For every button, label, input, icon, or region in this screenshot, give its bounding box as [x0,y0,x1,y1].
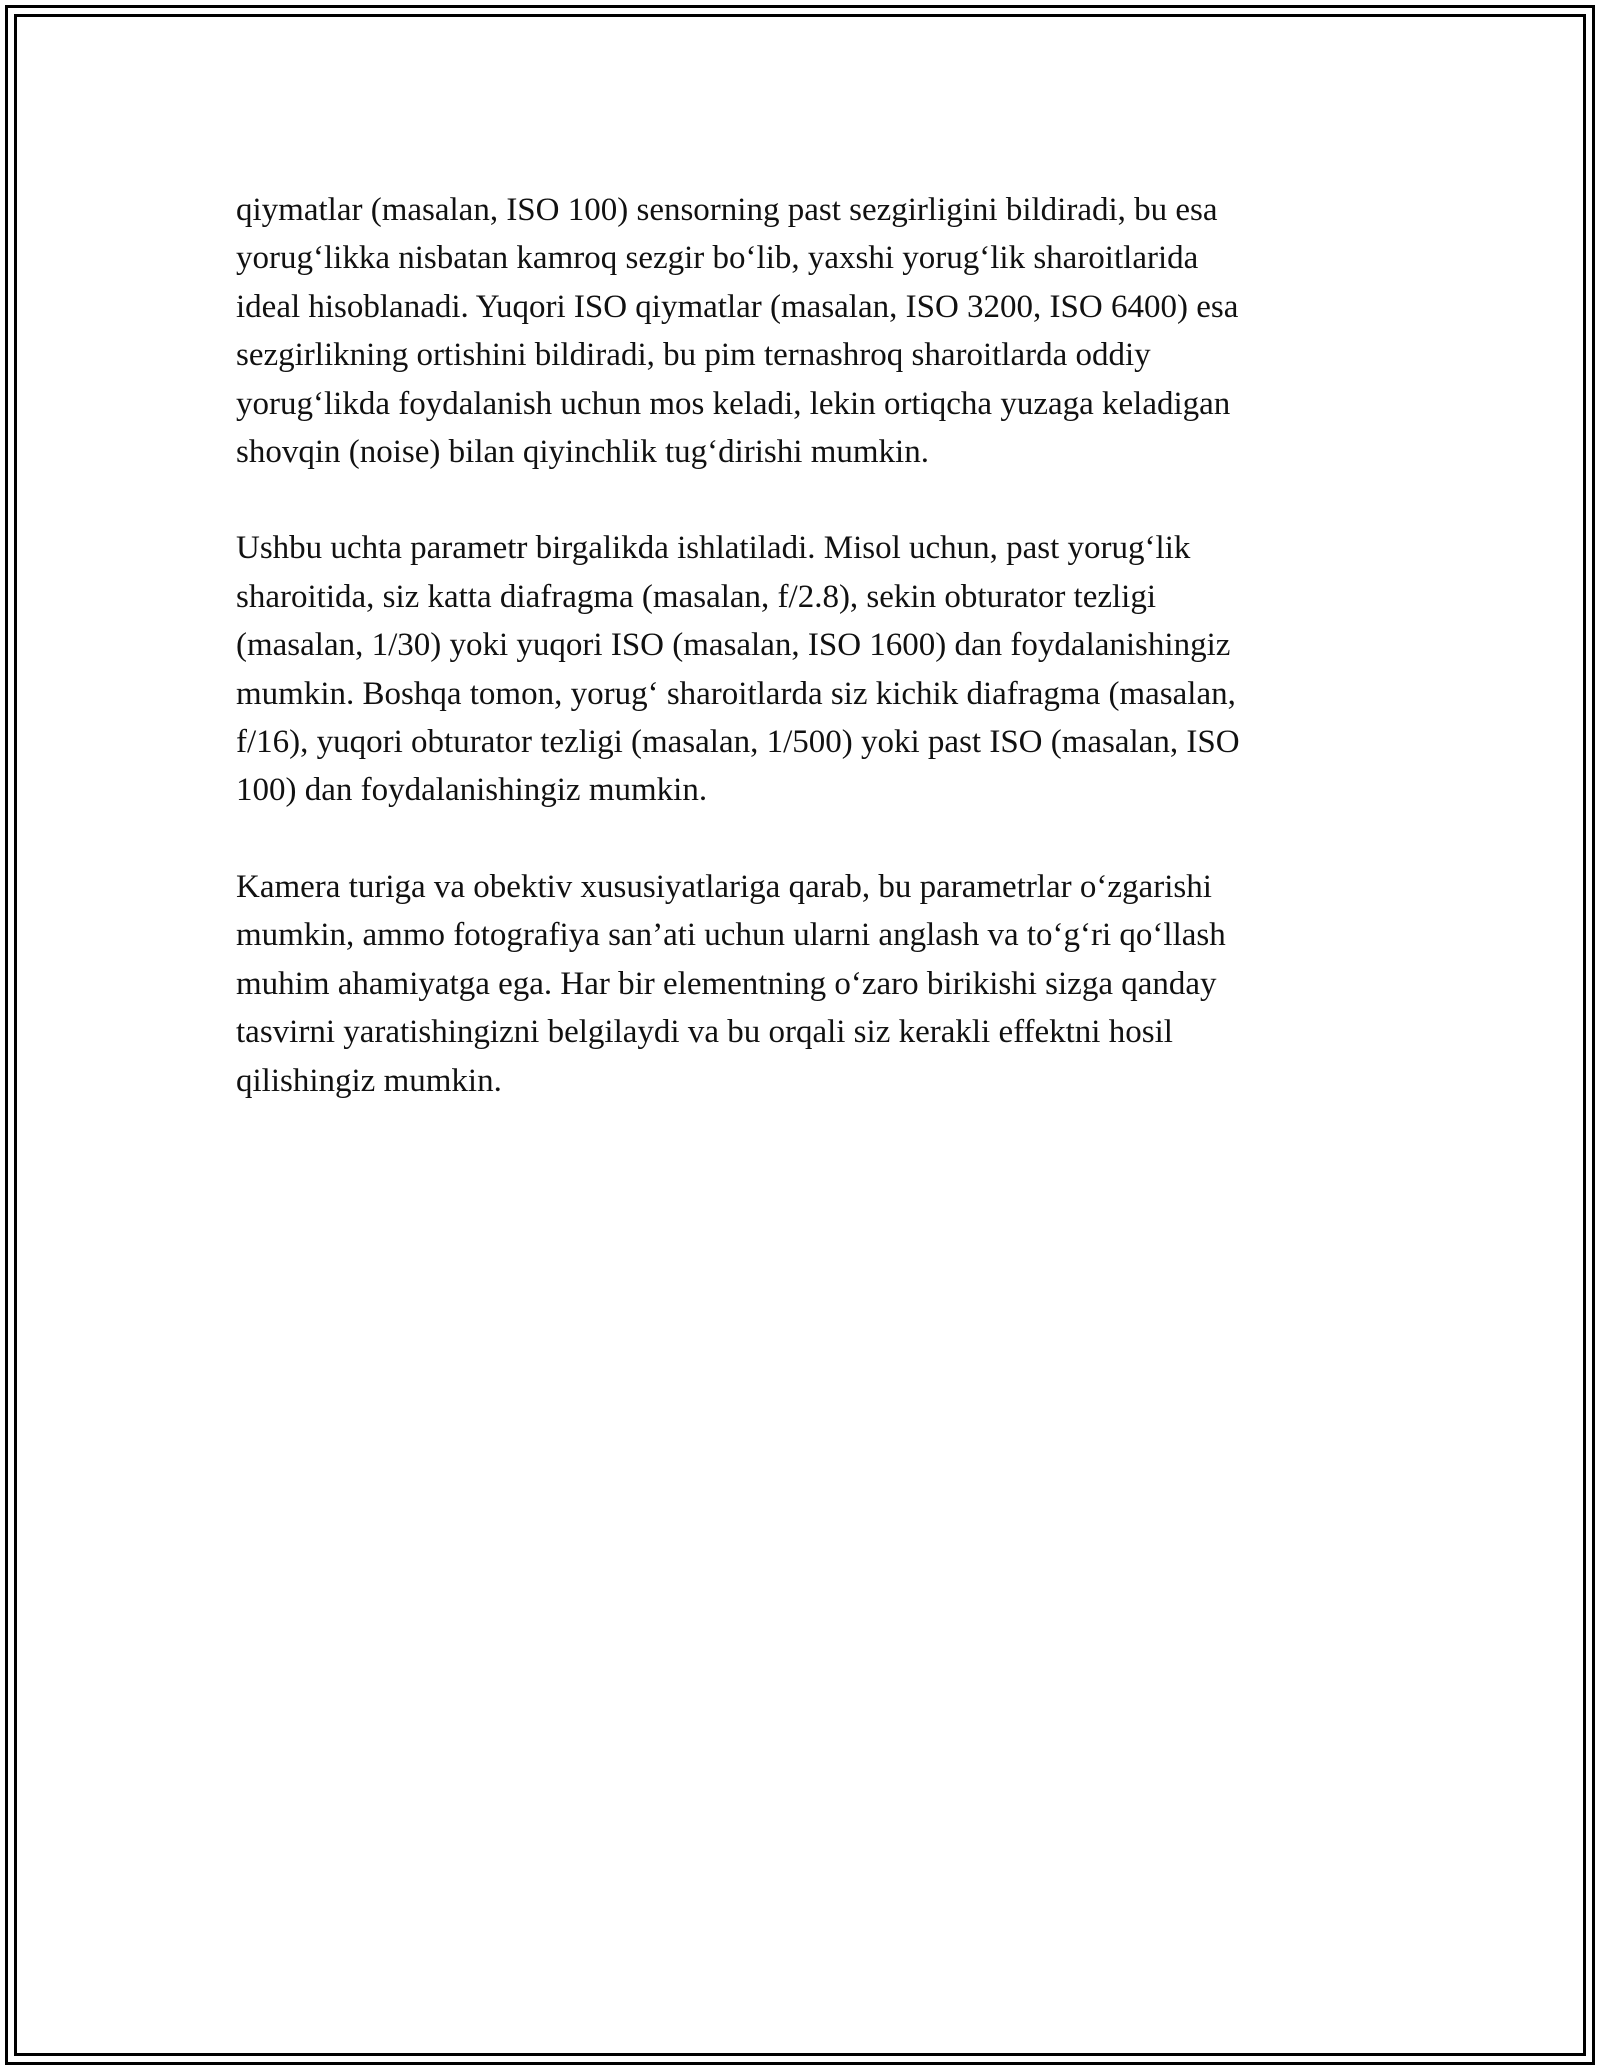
text-line: muhim ahamiyatga ega. Har bir elementning o‘zaro birikishi sizga qanday [236,965,1217,1002]
text-line: ideal hisoblanadi. Yuqori ISO qiymatlar (masalan, ISO 3200, ISO 6400) esa [236,288,1239,325]
document-body [236,186,1366,1153]
text-line: qilishingiz mumkin. [236,1062,502,1099]
text-line: (masalan, 1/30) yoki yuqori ISO (masalan, ISO 1600) dan foydalanishingiz [236,627,1231,664]
paragraph-conclusion [236,863,1366,1105]
paragraph-iso-sensitivity [236,186,1366,476]
text-line: shovqin (noise) bilan qiyinchlik tug‘dirishi mumkin. [236,434,929,471]
text-line: qiymatlar (masalan, ISO 100) sensorning past sezgirligini bildiradi, bu esa [236,192,1218,228]
text-line: Kamera turiga va obektiv xususiyatlariga qarab, bu parametrlar o‘zgarishi [236,868,1212,905]
text-line: mumkin. Boshqa tomon, yorug‘ sharoitlarda siz kichik diafragma (masalan, [236,675,1236,712]
text-line: sharoitida, siz katta diafragma (masalan, f/2.8), sekin obturator tezligi [236,578,1157,615]
text-line: mumkin, ammo fotografiya san’ati uchun ularni anglash va to‘g‘ri qo‘llash [236,917,1226,954]
text-line: yorug‘likka nisbatan kamroq sezgir bo‘lib, yaxshi yorug‘lik sharoitlarida [236,240,1199,277]
text-line: sezgirlikning ortishini bildiradi, bu pim ternashroq sharoitlarda oddiy [236,337,1151,374]
paragraph-exposure-combination [236,524,1366,814]
text-line: Ushbu uchta parametr birgalikda ishlatiladi. Misol uchun, past yorug‘lik [236,530,1191,567]
text-line: 100) dan foydalanishingiz mumkin. [236,772,708,809]
text-line: yorug‘likda foydalanish uchun mos keladi, lekin ortiqcha yuzaga keladigan [236,385,1231,422]
text-line: f/16), yuqori obturator tezligi (masalan, 1/500) yoki past ISO (masalan, ISO [236,724,1240,761]
text-line: tasvirni yaratishingizni belgilaydi va bu orqali siz kerakli effektni hosil [236,1014,1173,1051]
